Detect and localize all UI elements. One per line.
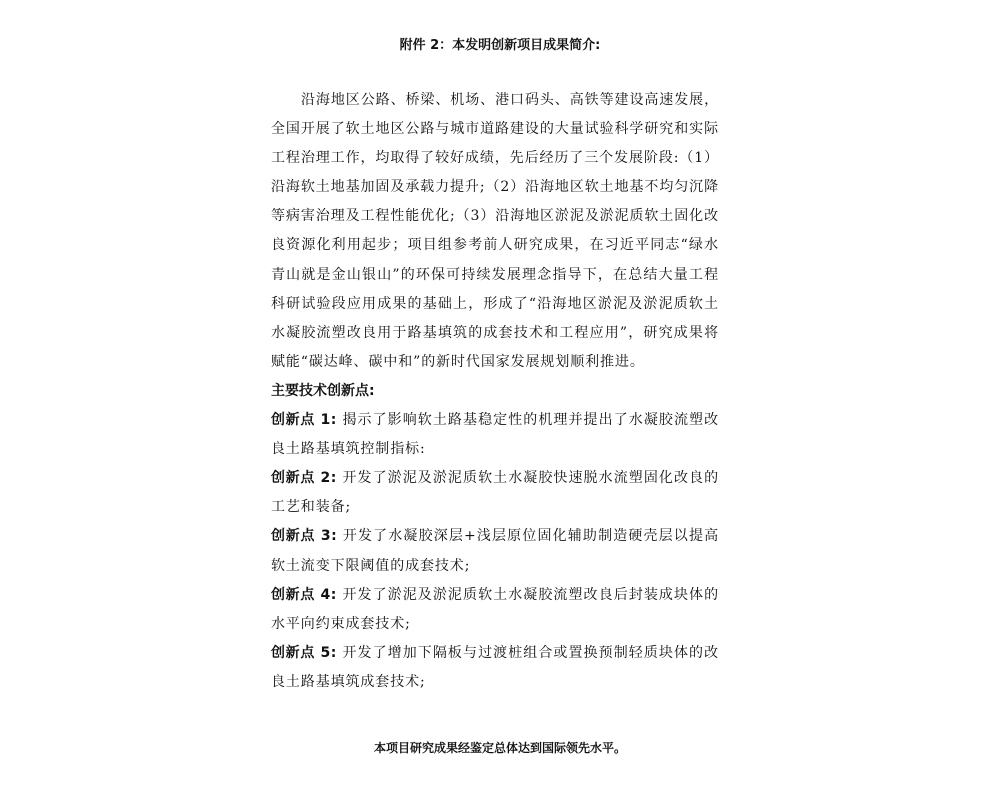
innovation-label: 创新点 1: bbox=[271, 412, 337, 429]
innovation-text: 开发了淤泥及淤泥质软土水凝胶流塑改良后封装成块体的水平向约束成套技术; bbox=[271, 586, 720, 632]
innovation-label: 创新点 5: bbox=[271, 644, 337, 661]
document-title: 附件 2：本发明创新项目成果简介: bbox=[399, 38, 601, 53]
innovations-heading: 主要技术创新点: bbox=[271, 382, 375, 399]
conclusion-statement: 本项目研究成果经鉴定总体达到国际领先水平。 bbox=[373, 741, 626, 755]
innovation-label: 创新点 4: bbox=[271, 586, 337, 603]
innovation-text: 开发了水凝胶深层+浅层原位固化辅助制造硬壳层以提高软土流变下限阈值的成套技术; bbox=[271, 528, 720, 574]
innovation-point-4 bbox=[271, 581, 719, 639]
innovation-text: 开发了淤泥及淤泥质软土水凝胶快速脱水流塑固化改良的工艺和装备; bbox=[271, 470, 720, 516]
innovation-point-1 bbox=[271, 406, 719, 464]
document-body bbox=[271, 86, 719, 697]
innovation-text: 揭示了影响软土路基稳定性的机理并提出了水凝胶流塑改良土路基填筑控制指标: bbox=[271, 412, 720, 458]
innovation-point-3 bbox=[271, 522, 719, 580]
intro-paragraph: 沿海地区公路、桥梁、机场、港口码头、高铁等建设高速发展，全国开展了软土地区公路与城市道路建设的大量试验科学研究和实际工程治理工作，均取得了较好成绩，先后经历了三个发展阶段:（1）沿海软土地基加固及承载力提升;（2）沿海地区软土地基不均匀沉降等病害治理及工程性能优化;（3）沿海地区淤泥及淤泥质软土固化改良资源化利用起步；项目组参考前人研究成果，在习近平同志“绿水青山就是金山银山”的环保可持续发展理念指导下，在总结大量工程科研试验段应用成果的基础上，形成了“沿海地区淤泥及淤泥质软土水凝胶流塑改良用于路基填筑的成套技术和工程应用”，研究成果将赋能“碳达峰、碳中和”的新时代国家发展规划顺利推进。 bbox=[271, 92, 719, 370]
innovation-text: 开发了增加下隔板与过渡桩组合或置换预制轻质块体的改良土路基填筑成套技术; bbox=[271, 644, 720, 690]
innovation-point-5 bbox=[271, 639, 719, 697]
innovation-label: 创新点 2: bbox=[271, 470, 337, 487]
innovation-label: 创新点 3: bbox=[271, 528, 338, 545]
innovation-point-2 bbox=[271, 464, 719, 522]
